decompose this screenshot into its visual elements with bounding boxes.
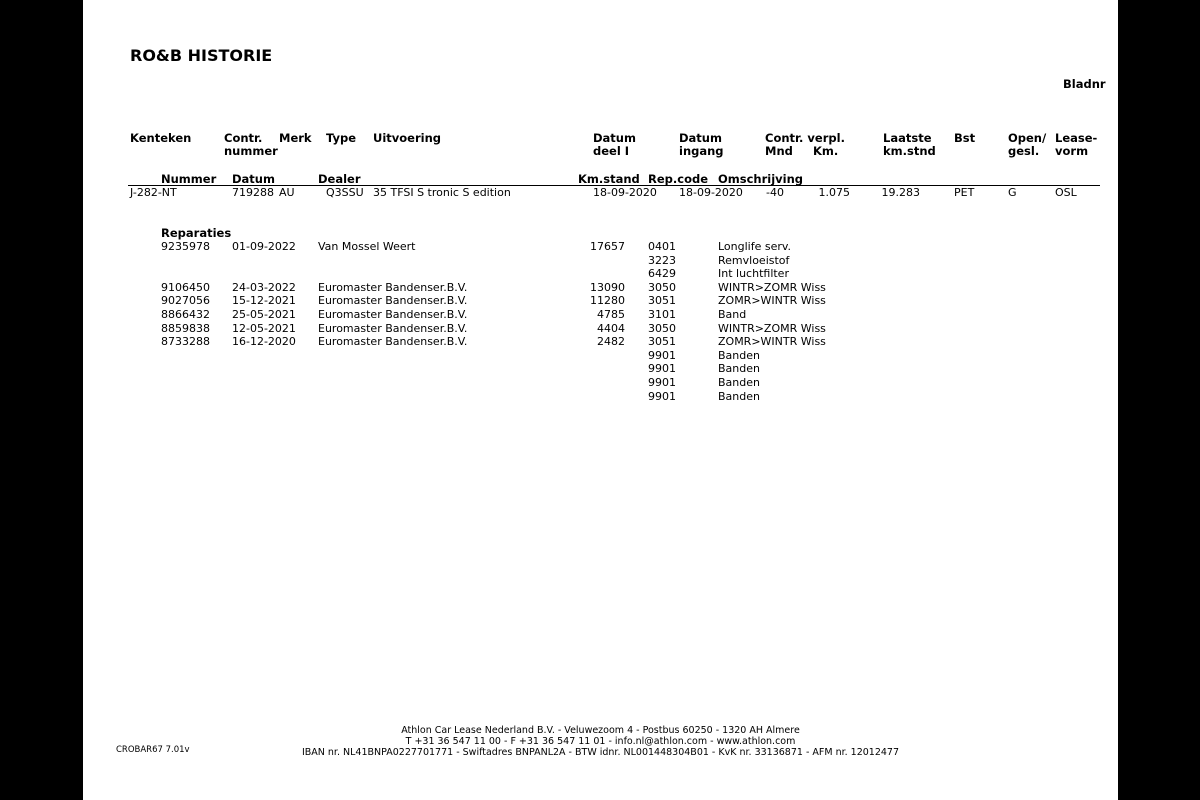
repair-repcode: 9901 <box>648 362 676 376</box>
header-contract-line2: nummer <box>224 144 278 158</box>
repair-omschrijving: ZOMR>WINTR Wiss <box>718 294 826 308</box>
vehicle-contract: 719288 <box>232 186 274 199</box>
footer-bank: IBAN nr. NL41BNPA0227701771 - Swiftadres BNPANL2A - BTW idnr. NL001448304B01 - KvK nr. 33136871 - AFM nr. 12012477 <box>301 747 900 758</box>
repair-repcode: 9901 <box>648 376 676 389</box>
vehicle-kenteken: J-282-NT <box>130 186 177 199</box>
header-dealer: Dealer <box>318 172 361 186</box>
header-kenteken: Kenteken <box>130 131 192 145</box>
header-datum: Datum <box>232 172 275 186</box>
repair-datum: 01-09-2022 <box>232 240 296 253</box>
vehicle-open-gesl: G <box>1008 186 1017 199</box>
header-leasevorm <box>1055 132 1097 158</box>
repair-nummer: 9027056 <box>161 294 210 308</box>
vehicle-uitvoering: 35 TFSI S tronic S edition <box>373 186 511 199</box>
header-nummer: Nummer <box>161 172 217 186</box>
repair-kmstand: 17657 <box>590 240 625 253</box>
repair-kmstand: 13090 <box>590 280 625 294</box>
header-merk: Merk <box>279 131 312 145</box>
vehicle-leasevorm: OSL <box>1055 186 1077 199</box>
repair-omschrijving: Banden <box>718 389 760 403</box>
repair-kmstand: 4785 <box>597 308 625 321</box>
repair-omschrijving: ZOMR>WINTR Wiss <box>718 335 826 349</box>
repair-nummer: 9106450 <box>161 280 210 294</box>
repair-repcode: 9901 <box>648 389 676 403</box>
repair-dealer: Euromaster Bandenser.B.V. <box>318 335 468 349</box>
repair-repcode: 9901 <box>648 348 676 362</box>
repair-nummer: 8859838 <box>161 321 210 335</box>
repair-datum: 15-12-2021 <box>232 294 296 308</box>
repair-repcode: 3101 <box>648 308 676 321</box>
repair-dealer: Euromaster Bandenser.B.V. <box>318 280 468 294</box>
vehicle-km: 1.075 <box>818 186 850 199</box>
repair-dealer: Euromaster Bandenser.B.V. <box>318 321 468 335</box>
repair-kmstand: 11280 <box>590 294 625 308</box>
header-bst: Bst <box>954 131 976 145</box>
repair-omschrijving: Int luchtfilter <box>718 267 789 281</box>
header-type: Type <box>326 131 357 145</box>
header-open-line1: Open/ <box>1008 131 1047 145</box>
version-label: CROBAR67 7.01v <box>116 745 190 755</box>
repair-repcode: 3050 <box>648 280 676 294</box>
header-datum-deel1 <box>593 132 636 158</box>
header-open-gesl <box>1008 132 1046 158</box>
header-datum-deel1-line2: deel I <box>593 144 630 158</box>
repair-datum: 25-05-2021 <box>232 308 296 321</box>
header-contract <box>224 132 278 158</box>
vehicle-laatste-km: 19.283 <box>881 186 920 199</box>
repair-repcode: 0401 <box>648 240 676 253</box>
footer-address: Athlon Car Lease Nederland B.V. - Veluwezoom 4 - Postbus 60250 - 1320 AH Almere <box>401 725 800 736</box>
repair-omschrijving: Banden <box>718 348 760 362</box>
repair-datum: 16-12-2020 <box>232 335 296 349</box>
repair-kmstand: 4404 <box>597 321 625 335</box>
repair-omschrijving: Banden <box>718 362 760 376</box>
header-contr-verpl: Contr. verpl. <box>765 131 845 145</box>
vehicle-datum-ingang: 18-09-2020 <box>679 186 743 199</box>
header-omschrijving: Omschrijving <box>718 172 804 186</box>
header-laatste-line2: km.stnd <box>883 144 936 158</box>
header-open-line2: gesl. <box>1008 144 1040 158</box>
header-repcode: Rep.code <box>648 172 709 186</box>
repair-dealer: Euromaster Bandenser.B.V. <box>318 294 468 308</box>
repair-kmstand: 2482 <box>597 335 625 349</box>
header-datum-ingang <box>679 132 724 158</box>
repair-omschrijving: WINTR>ZOMR Wiss <box>718 321 826 335</box>
header-kmstand: Km.stand <box>578 172 640 186</box>
report-page <box>83 0 1118 800</box>
vehicle-datum-deel1: 18-09-2020 <box>593 186 657 199</box>
repair-omschrijving: Longlife serv. <box>718 240 792 253</box>
vehicle-type: Q3SSU <box>326 186 364 199</box>
header-datum-deel1-line1: Datum <box>593 131 636 145</box>
repair-nummer: 8866432 <box>161 308 210 321</box>
repair-omschrijving: WINTR>ZOMR Wiss <box>718 280 826 294</box>
repair-repcode: 3223 <box>648 253 676 267</box>
header-laatste-line1: Laatste <box>883 131 932 145</box>
repair-dealer: Van Mossel Weert <box>318 240 416 253</box>
repair-repcode: 3051 <box>648 335 676 349</box>
repair-omschrijving: Remvloeistof <box>718 253 790 267</box>
header-mnd: Mnd <box>765 144 793 158</box>
repair-datum: 12-05-2021 <box>232 321 296 335</box>
vehicle-merk: AU <box>279 186 295 199</box>
repair-omschrijving: Banden <box>718 376 760 389</box>
header-contract-line1: Contr. <box>224 131 263 145</box>
repair-omschrijving: Band <box>718 308 747 321</box>
footer-contact: T +31 36 547 11 00 - F +31 36 547 11 01 - info.nl@athlon.com - www.athlon.com <box>405 736 796 747</box>
repair-dealer: Euromaster Bandenser.B.V. <box>318 308 468 321</box>
header-lease-line1: Lease- <box>1055 131 1098 145</box>
vehicle-mnd: -40 <box>766 186 784 199</box>
page-number-label: Bladnr <box>1063 77 1106 91</box>
header-laatste-kmstnd <box>883 132 936 158</box>
repair-repcode: 3051 <box>648 294 676 308</box>
repair-datum: 24-03-2022 <box>232 280 296 294</box>
repair-repcode: 6429 <box>648 267 676 281</box>
header-datum-ingang-line1: Datum <box>679 131 722 145</box>
section-reparaties: Reparaties <box>161 226 232 240</box>
header-uitvoering: Uitvoering <box>373 131 442 145</box>
header-datum-ingang-line2: ingang <box>679 144 724 158</box>
repair-nummer: 9235978 <box>161 240 210 253</box>
header-lease-line2: vorm <box>1055 144 1089 158</box>
repair-nummer: 8733288 <box>161 335 210 349</box>
vehicle-bst: PET <box>954 186 975 199</box>
page-title: RO&B HISTORIE <box>130 46 273 65</box>
repair-repcode: 3050 <box>648 321 676 335</box>
header-km: Km. <box>813 144 839 158</box>
